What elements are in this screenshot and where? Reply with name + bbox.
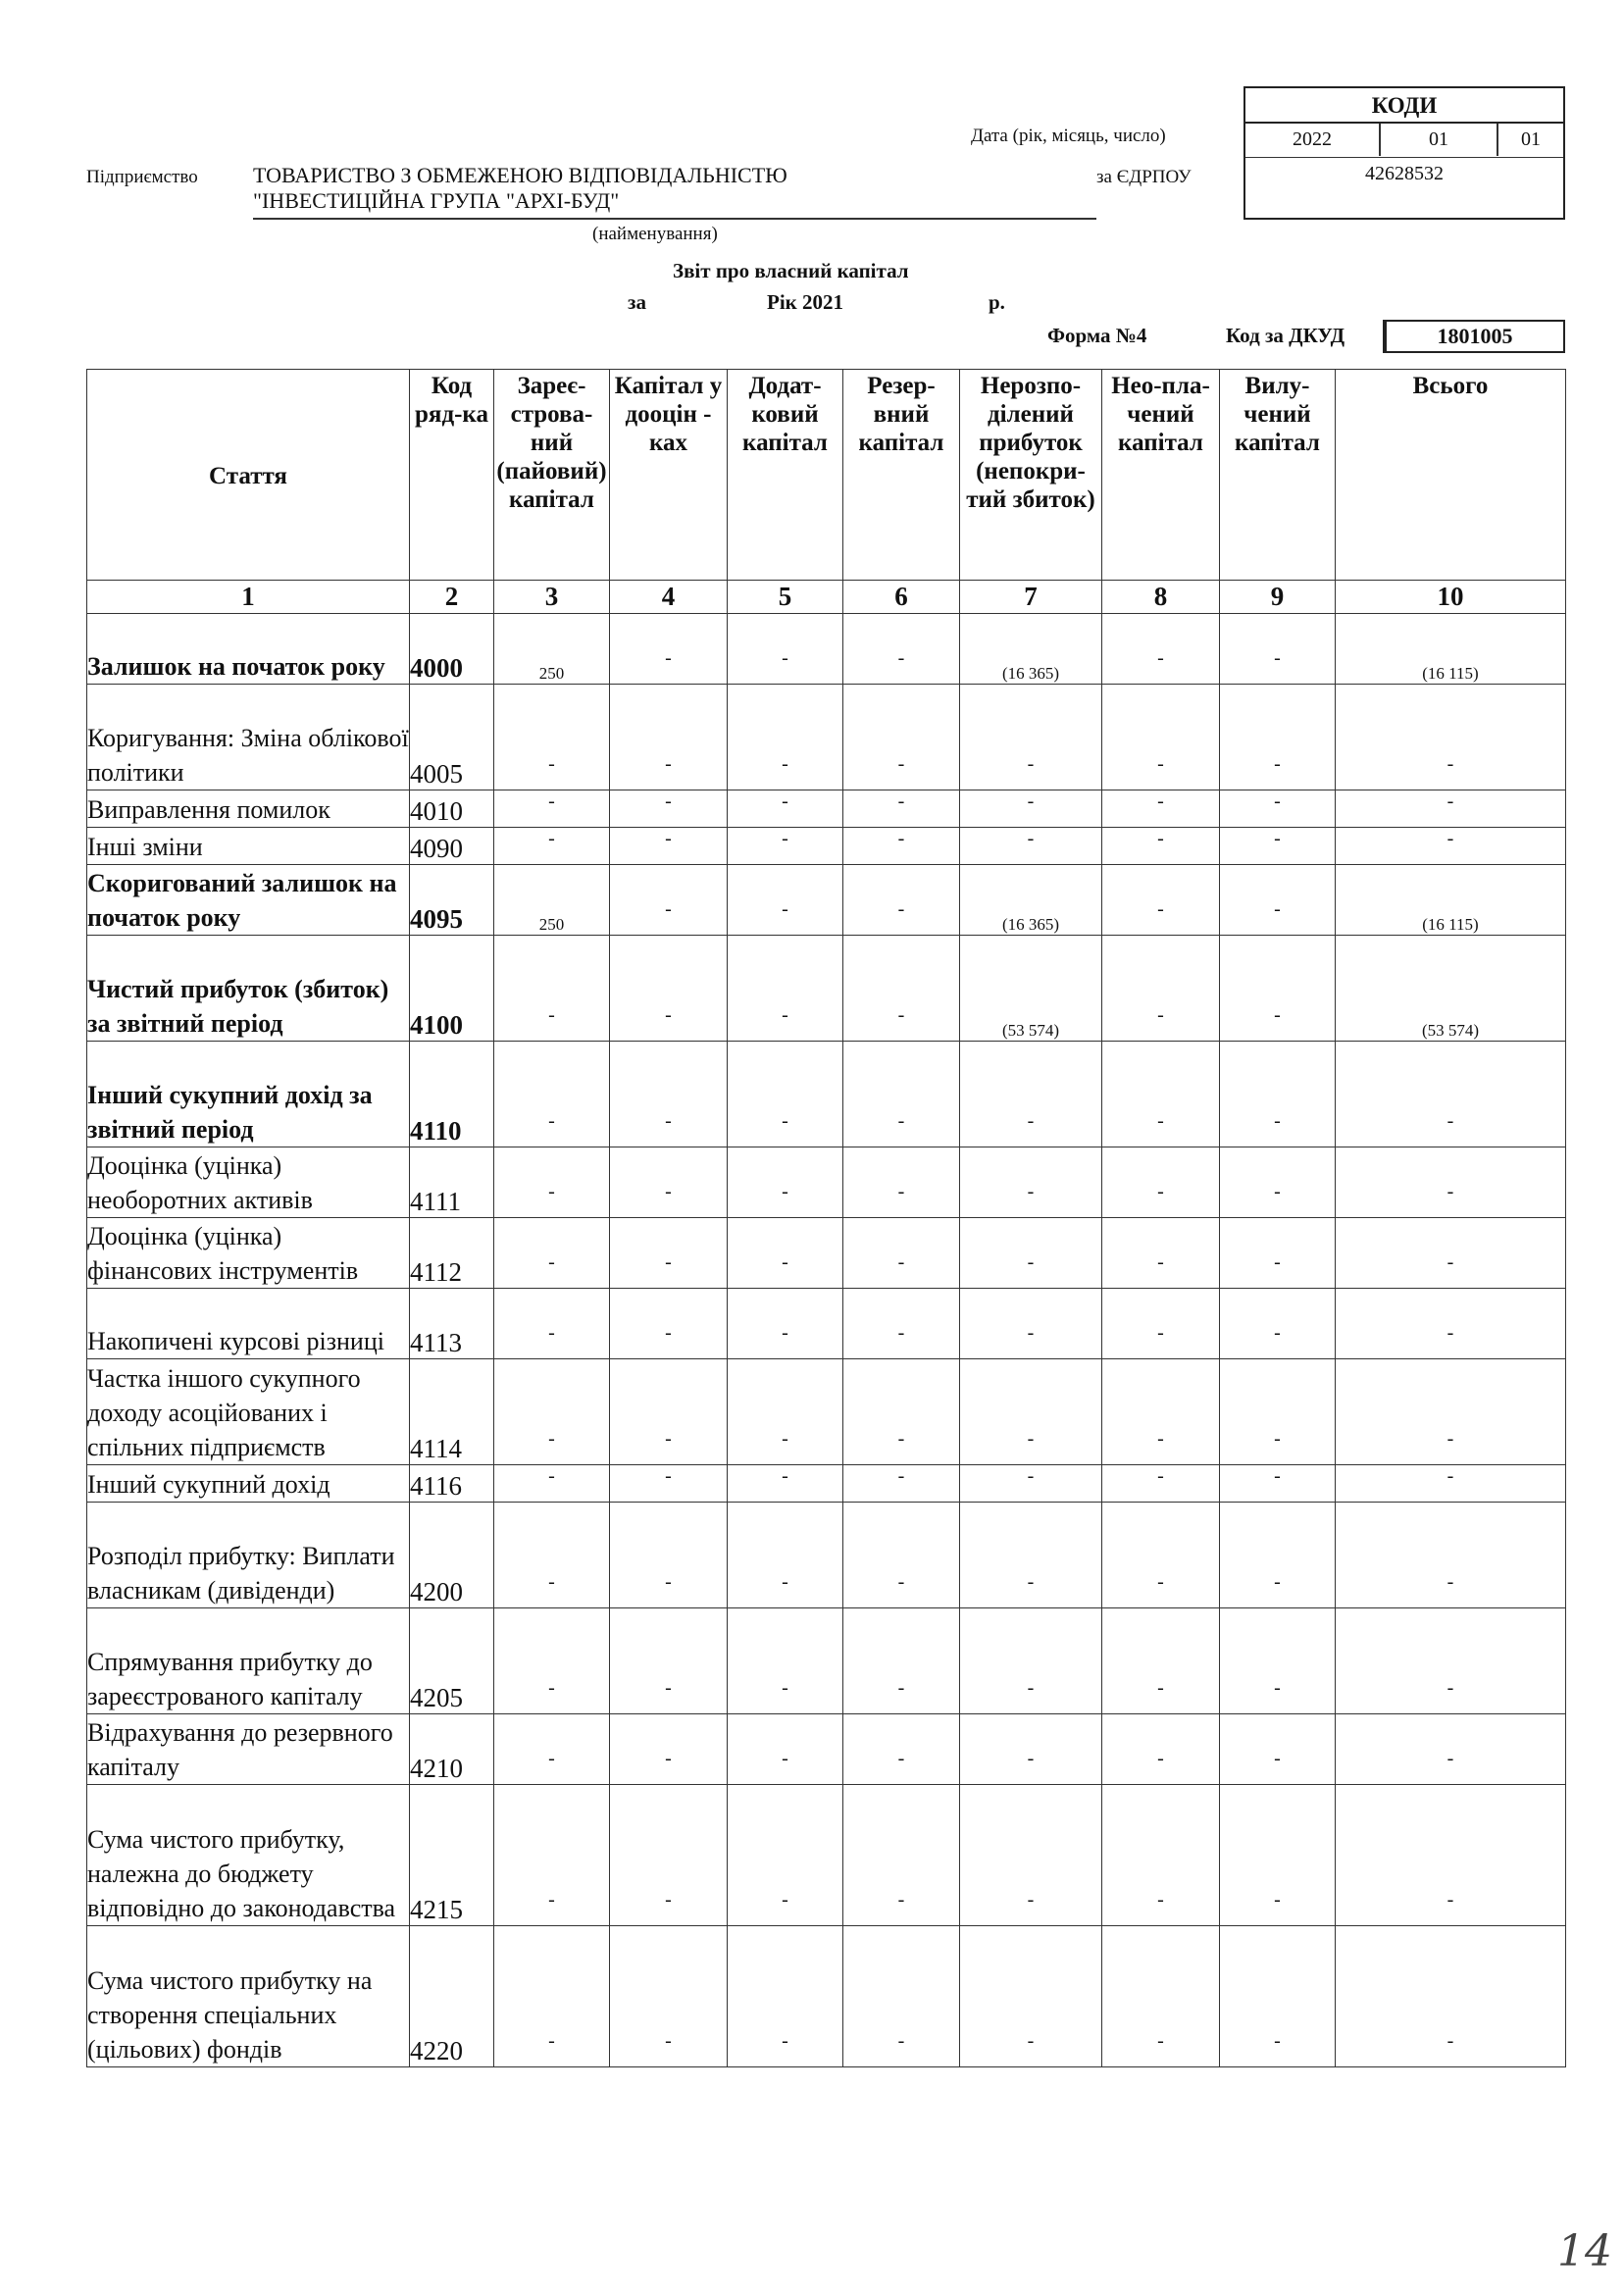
dkud-label: Код за ДКУД xyxy=(1226,324,1345,347)
row-value: - xyxy=(960,1503,1102,1608)
table-row xyxy=(87,936,1566,1042)
column-numbers-row xyxy=(87,581,1566,614)
row-value: - xyxy=(728,1147,843,1218)
row-value: - xyxy=(494,828,610,865)
column-number: 6 xyxy=(843,581,960,614)
row-value: (16 365) xyxy=(960,865,1102,936)
row-value: - xyxy=(843,1359,960,1465)
row-article: Скоригований залишок на початок року xyxy=(87,865,410,936)
row-value: - xyxy=(494,1218,610,1289)
row-value: - xyxy=(843,1503,960,1608)
row-value: - xyxy=(494,1465,610,1503)
table-row xyxy=(87,1503,1566,1608)
row-value: - xyxy=(728,1785,843,1926)
table-row xyxy=(87,790,1566,828)
row-value: (16 365) xyxy=(960,614,1102,685)
row-article: Відрахування до резервного капіталу xyxy=(87,1714,410,1785)
name-caption: (найменування) xyxy=(592,224,718,244)
col-header-article: Стаття xyxy=(87,370,410,581)
table-row xyxy=(87,1042,1566,1147)
edrpou-label: за ЄДРПОУ xyxy=(1096,167,1192,187)
row-value: - xyxy=(728,614,843,685)
row-value: - xyxy=(610,1289,728,1359)
row-article: Спрямування прибутку до зареєстрованого капіталу xyxy=(87,1608,410,1714)
row-code: 4220 xyxy=(410,1926,494,2067)
column-number: 2 xyxy=(410,581,494,614)
row-value: - xyxy=(1102,1289,1220,1359)
table-row xyxy=(87,1218,1566,1289)
row-value: - xyxy=(1336,790,1566,828)
page-number: 14 xyxy=(1557,2226,1612,2276)
row-article: Інший сукупний дохід xyxy=(87,1465,410,1503)
row-value: - xyxy=(843,614,960,685)
row-code: 4116 xyxy=(410,1465,494,1503)
row-value: (16 115) xyxy=(1336,865,1566,936)
edrpou-code: 42628532 xyxy=(1365,163,1444,184)
date-month: 01 xyxy=(1429,128,1448,150)
row-article: Виправлення помилок xyxy=(87,790,410,828)
row-article: Сума чистого прибутку, належна до бюджету відповідно до законодавства xyxy=(87,1785,410,1926)
row-value: - xyxy=(1220,1608,1336,1714)
row-article: Розподіл прибутку: Виплати власникам (дивіденди) xyxy=(87,1503,410,1608)
row-value: - xyxy=(1102,1359,1220,1465)
row-value: - xyxy=(1102,614,1220,685)
row-value: - xyxy=(494,1926,610,2067)
row-value: - xyxy=(610,1359,728,1465)
row-article: Інші зміни xyxy=(87,828,410,865)
row-value: - xyxy=(1220,1785,1336,1926)
row-value: - xyxy=(1102,1042,1220,1147)
row-value: - xyxy=(494,1503,610,1608)
row-value: - xyxy=(728,1926,843,2067)
row-value: - xyxy=(1336,1147,1566,1218)
col-header-total: Всього xyxy=(1336,370,1566,581)
row-value: - xyxy=(843,790,960,828)
row-value: - xyxy=(960,790,1102,828)
row-code: 4000 xyxy=(410,614,494,685)
row-article: Накопичені курсові різниці xyxy=(87,1289,410,1359)
row-value: 250 xyxy=(494,865,610,936)
row-value: - xyxy=(1336,828,1566,865)
header-row xyxy=(87,370,1566,581)
row-value: - xyxy=(1336,1359,1566,1465)
row-value: - xyxy=(843,865,960,936)
table-row xyxy=(87,865,1566,936)
row-article: Коригування: Зміна облікової політики xyxy=(87,685,410,790)
row-value: - xyxy=(1220,1289,1336,1359)
row-value: - xyxy=(1220,1147,1336,1218)
row-value: - xyxy=(1220,1503,1336,1608)
row-value: - xyxy=(1102,1465,1220,1503)
row-value: - xyxy=(843,1714,960,1785)
table-row xyxy=(87,1785,1566,1926)
row-value: (53 574) xyxy=(960,936,1102,1042)
dkud-code: 1801005 xyxy=(1383,320,1565,353)
col-header-withdrawn-capital: Вилу-чений капітал xyxy=(1220,370,1336,581)
column-number: 10 xyxy=(1336,581,1566,614)
row-value: - xyxy=(843,936,960,1042)
row-value: - xyxy=(1220,790,1336,828)
row-value: - xyxy=(843,1147,960,1218)
row-value: - xyxy=(728,1503,843,1608)
row-value: - xyxy=(960,828,1102,865)
enterprise-underline xyxy=(253,218,1096,220)
row-value: - xyxy=(1220,1465,1336,1503)
row-value: - xyxy=(1220,1926,1336,2067)
row-value: (16 115) xyxy=(1336,614,1566,685)
row-value: - xyxy=(728,790,843,828)
row-code: 4113 xyxy=(410,1289,494,1359)
row-value: - xyxy=(960,1465,1102,1503)
row-value: - xyxy=(610,1714,728,1785)
row-value: - xyxy=(494,1359,610,1465)
row-value: - xyxy=(610,828,728,865)
row-value: - xyxy=(610,790,728,828)
row-value: - xyxy=(960,1042,1102,1147)
row-value: - xyxy=(494,936,610,1042)
table-row xyxy=(87,1289,1566,1359)
row-value: - xyxy=(1220,1218,1336,1289)
row-value: - xyxy=(728,1289,843,1359)
row-value: - xyxy=(843,685,960,790)
row-value: - xyxy=(610,1147,728,1218)
table-row xyxy=(87,1608,1566,1714)
row-value: - xyxy=(494,1608,610,1714)
col-header-additional-capital: Додат-ковий капітал xyxy=(728,370,843,581)
column-number: 3 xyxy=(494,581,610,614)
table-row xyxy=(87,828,1566,865)
row-code: 4112 xyxy=(410,1218,494,1289)
row-value: 250 xyxy=(494,614,610,685)
row-value: - xyxy=(843,1785,960,1926)
date-label: Дата (рік, місяць, число) xyxy=(971,126,1166,146)
table-row xyxy=(87,685,1566,790)
col-header-reserve-capital: Резер-вний капітал xyxy=(843,370,960,581)
row-value: - xyxy=(843,1289,960,1359)
column-number: 1 xyxy=(87,581,410,614)
row-value: - xyxy=(960,1147,1102,1218)
row-value: - xyxy=(843,1465,960,1503)
row-value: - xyxy=(728,1042,843,1147)
column-number: 8 xyxy=(1102,581,1220,614)
row-article: Частка іншого сукупного доходу асоційованих і спільних підприємств xyxy=(87,1359,410,1465)
row-value: - xyxy=(1336,1608,1566,1714)
row-value: - xyxy=(494,1147,610,1218)
row-value: - xyxy=(960,1608,1102,1714)
table-row xyxy=(87,1926,1566,2067)
row-value: - xyxy=(1336,1503,1566,1608)
row-value: - xyxy=(1102,1608,1220,1714)
row-code: 4090 xyxy=(410,828,494,865)
row-article: Сума чистого прибутку на створення спеціальних (цільових) фондів xyxy=(87,1926,410,2067)
row-value: - xyxy=(960,1785,1102,1926)
row-value: - xyxy=(1220,614,1336,685)
column-number: 5 xyxy=(728,581,843,614)
row-article: Дооцінка (уцінка) фінансових інструментів xyxy=(87,1218,410,1289)
table-row xyxy=(87,1359,1566,1465)
row-value: - xyxy=(728,1218,843,1289)
row-article: Інший сукупний дохід за звітний період xyxy=(87,1042,410,1147)
row-value: - xyxy=(1102,865,1220,936)
row-code: 4205 xyxy=(410,1608,494,1714)
row-value: - xyxy=(610,1465,728,1503)
table-row xyxy=(87,614,1566,685)
row-value: - xyxy=(494,790,610,828)
row-value: - xyxy=(1220,685,1336,790)
date-day: 01 xyxy=(1521,128,1541,150)
row-value: - xyxy=(494,1042,610,1147)
row-value: (53 574) xyxy=(1336,936,1566,1042)
row-code: 4215 xyxy=(410,1785,494,1926)
row-value: - xyxy=(960,1926,1102,2067)
row-value: - xyxy=(843,828,960,865)
row-code: 4114 xyxy=(410,1359,494,1465)
row-value: - xyxy=(1220,828,1336,865)
row-value: - xyxy=(610,614,728,685)
enterprise-name-line2: "ІНВЕСТИЦІЙНА ГРУПА "АРХІ-БУД" xyxy=(253,188,620,213)
row-value: - xyxy=(1336,1714,1566,1785)
row-value: - xyxy=(610,1785,728,1926)
row-value: - xyxy=(1102,936,1220,1042)
row-value: - xyxy=(494,1714,610,1785)
date-year: 2022 xyxy=(1293,128,1332,150)
row-article: Залишок на початок року xyxy=(87,614,410,685)
row-code: 4095 xyxy=(410,865,494,936)
row-value: - xyxy=(610,1608,728,1714)
enterprise-name-line1: ТОВАРИСТВО З ОБМЕЖЕНОЮ ВІДПОВІДАЛЬНІСТЮ xyxy=(253,163,787,187)
row-code: 4100 xyxy=(410,936,494,1042)
col-header-retained-earnings: Нерозпо-ділений прибуток (непокри-тий збиток) xyxy=(960,370,1102,581)
row-value: - xyxy=(960,1218,1102,1289)
period-suffix: р. xyxy=(989,290,1005,314)
row-value: - xyxy=(728,936,843,1042)
row-article: Дооцінка (уцінка) необоротних активів xyxy=(87,1147,410,1218)
row-value: - xyxy=(1336,1926,1566,2067)
row-value: - xyxy=(1336,1218,1566,1289)
row-code: 4010 xyxy=(410,790,494,828)
row-value: - xyxy=(1102,1503,1220,1608)
row-value: - xyxy=(1336,1785,1566,1926)
table-row xyxy=(87,1465,1566,1503)
row-value: - xyxy=(1220,1359,1336,1465)
row-value: - xyxy=(1102,1218,1220,1289)
row-value: - xyxy=(610,865,728,936)
form-label: Форма №4 xyxy=(1047,324,1147,347)
row-value: - xyxy=(1102,1147,1220,1218)
row-value: - xyxy=(960,1714,1102,1785)
row-value: - xyxy=(1220,1042,1336,1147)
row-value: - xyxy=(610,936,728,1042)
row-value: - xyxy=(1102,685,1220,790)
row-value: - xyxy=(960,1289,1102,1359)
codes-date-row xyxy=(1245,124,1563,158)
row-value: - xyxy=(843,1218,960,1289)
column-number: 9 xyxy=(1220,581,1336,614)
row-value: - xyxy=(843,1608,960,1714)
row-value: - xyxy=(728,1608,843,1714)
row-value: - xyxy=(1336,685,1566,790)
row-value: - xyxy=(1220,865,1336,936)
row-article: Чистий прибуток (збиток) за звітний період xyxy=(87,936,410,1042)
period: Рік 2021 xyxy=(767,290,844,314)
row-value: - xyxy=(1336,1042,1566,1147)
row-value: - xyxy=(1336,1465,1566,1503)
row-value: - xyxy=(960,1359,1102,1465)
row-value: - xyxy=(1336,1289,1566,1359)
column-number: 4 xyxy=(610,581,728,614)
row-value: - xyxy=(1102,828,1220,865)
col-header-registered-capital: Зареє-строва-ний (пайовий) капітал xyxy=(494,370,610,581)
row-value: - xyxy=(1102,1785,1220,1926)
report-title: Звіт про власний капітал xyxy=(673,259,909,282)
row-value: - xyxy=(1220,936,1336,1042)
table-row xyxy=(87,1714,1566,1785)
row-code: 4005 xyxy=(410,685,494,790)
row-value: - xyxy=(728,1465,843,1503)
row-value: - xyxy=(610,1042,728,1147)
row-value: - xyxy=(843,1042,960,1147)
col-header-revaluation-capital: Капітал у дооцін - ках xyxy=(610,370,728,581)
row-value: - xyxy=(728,828,843,865)
codes-box xyxy=(1243,86,1565,220)
row-value: - xyxy=(1102,1926,1220,2067)
row-value: - xyxy=(728,1714,843,1785)
row-value: - xyxy=(728,865,843,936)
table-row xyxy=(87,1147,1566,1218)
row-value: - xyxy=(610,1218,728,1289)
col-header-unpaid-capital: Нео-пла-чений капітал xyxy=(1102,370,1220,581)
row-value: - xyxy=(610,1926,728,2067)
row-value: - xyxy=(610,685,728,790)
row-value: - xyxy=(494,685,610,790)
codes-title: КОДИ xyxy=(1245,88,1563,124)
enterprise-label: Підприємство xyxy=(86,167,198,187)
row-value: - xyxy=(728,685,843,790)
row-value: - xyxy=(1220,1714,1336,1785)
row-code: 4210 xyxy=(410,1714,494,1785)
row-code: 4111 xyxy=(410,1147,494,1218)
row-code: 4110 xyxy=(410,1042,494,1147)
row-value: - xyxy=(728,1359,843,1465)
row-value: - xyxy=(843,1926,960,2067)
period-prefix: за xyxy=(628,290,646,314)
row-value: - xyxy=(494,1289,610,1359)
row-value: - xyxy=(1102,790,1220,828)
row-value: - xyxy=(1102,1714,1220,1785)
row-value: - xyxy=(610,1503,728,1608)
equity-table xyxy=(86,369,1566,2067)
row-code: 4200 xyxy=(410,1503,494,1608)
row-value: - xyxy=(960,685,1102,790)
column-number: 7 xyxy=(960,581,1102,614)
row-value: - xyxy=(494,1785,610,1926)
col-header-code: Код ряд-ка xyxy=(410,370,494,581)
